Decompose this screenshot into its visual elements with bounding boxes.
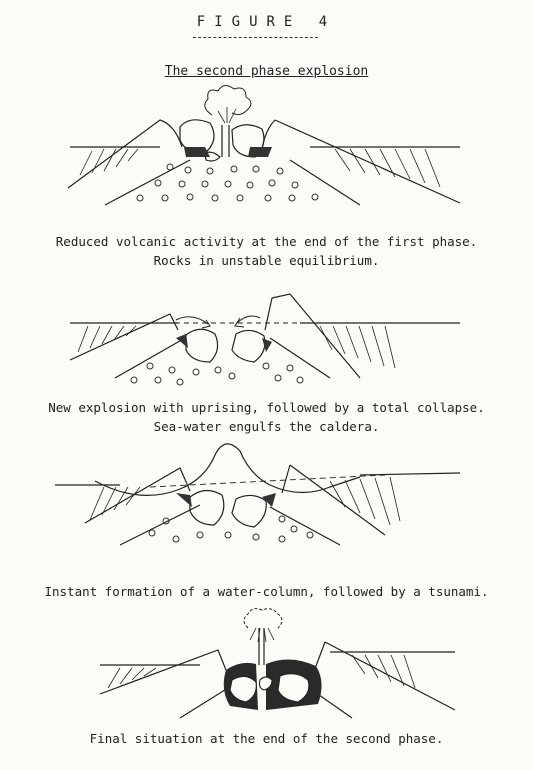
caption-panel-3-line-1: Instant formation of a water-column, followed by a tsunami.: [44, 584, 489, 599]
diagram-panel-3: [0, 435, 533, 550]
diagram-panel-1: [0, 85, 533, 210]
caption-panel-1-line-2: Rocks in unstable equilibrium.: [153, 253, 380, 268]
caption-panel-4-line-1: Final situation at the end of the second phase.: [89, 731, 444, 746]
figure-subtitle: The second phase explosion: [164, 64, 369, 79]
diagram-panel-2: [0, 290, 533, 390]
figure-title: FIGURE 4: [196, 14, 337, 30]
caption-panel-1-line-1: Reduced volcanic activity at the end of the first phase.: [55, 234, 478, 249]
caption-panel-2-line-2: Sea-water engulfs the caldera.: [153, 419, 380, 434]
diagram-panel-4: [0, 610, 533, 720]
title-underline: [193, 37, 318, 38]
caption-panel-2-line-1: New explosion with uprising, followed by a total collapse.: [48, 400, 485, 415]
